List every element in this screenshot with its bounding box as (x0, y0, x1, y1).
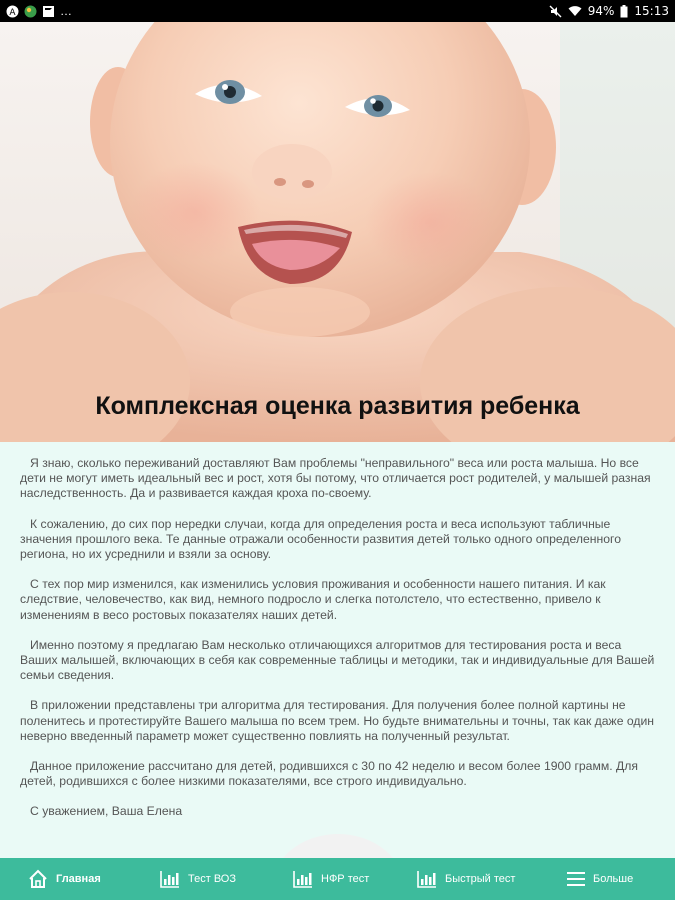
nav-label: Больше (593, 873, 634, 885)
article-paragraph: Я знаю, сколько переживаний доставляют Вам проблемы "неправильного" веса или роста малыша. Но все дети не могут иметь идеальный вес и рост, хотя бы потому, что отличается рост родителей, у малышей разная наследственность. Да и развивается каждая кроха по-своему. (20, 456, 651, 501)
clock: 15:13 (634, 4, 669, 18)
nav-label: Тест ВОЗ (188, 873, 236, 885)
article-paragraph: К сожалению, до сих пор нередки случаи, когда для определения роста и веса используют табличные значения прошлого века. Те данные отражали особенности развития детей только одного определенного региона, но их усреднили и взяли за основу. (20, 516, 621, 562)
nav-label: Быстрый тест (445, 873, 516, 885)
nav-item-home[interactable] (0, 858, 128, 900)
nav-item-nfr-test[interactable] (261, 858, 383, 900)
battery-percent: 94% (587, 4, 615, 18)
nav-item-who-test[interactable] (128, 858, 261, 900)
status-dots: … (60, 4, 72, 18)
article-paragraph: В приложении представлены три алгоритма для тестирования. Для получения более полной картины не поленитесь и протестируйте Вашего малыша по всем трем. Но будьте внимательны и точны, так как даже один неверно введенный параметр может существенно повлиять на полученный результат. (20, 698, 655, 743)
signature: С уважением, Ваша Елена (30, 804, 183, 819)
app-a-icon (6, 5, 19, 18)
nav-item-quick-test[interactable] (383, 858, 535, 900)
article-content (0, 442, 675, 858)
app-globe-icon (24, 5, 37, 18)
article-paragraph: Именно поэтому я предлагаю Вам несколько отличающихся алгоритмов для тестирования роста и веса Ваших малышей, включающих в себя как современные таблицы и методики, так и индивидуальные для Вашей семьи сведения. (20, 637, 655, 683)
battery-icon (620, 5, 628, 18)
article-text (20, 456, 660, 835)
wifi-icon (568, 5, 582, 17)
svg-text:A: A (9, 7, 16, 18)
nav-label: Главная (56, 873, 101, 885)
nav-item-more[interactable] (535, 858, 675, 900)
bar-chart-icon (417, 870, 437, 888)
article-paragraph: Данное приложение рассчитано для детей, родившихся с 30 по 42 неделю и весом более 1900 грамм. Для детей, родившихся с более низкими показателями, все строго индивидуально. (20, 759, 638, 789)
bar-chart-icon (293, 870, 313, 888)
status-bar (0, 0, 675, 22)
bottom-navigation (0, 858, 675, 900)
hero-baby-image (0, 22, 675, 442)
bar-chart-icon (160, 870, 180, 888)
menu-icon (567, 872, 585, 886)
nav-label: НФР тест (321, 873, 370, 885)
app-flag-icon (42, 5, 55, 18)
mute-icon (549, 5, 562, 18)
home-icon (28, 869, 48, 889)
article-paragraph: С тех пор мир изменился, как изменились условия проживания и особенности нашего питания. И как следствие, человечество, как вид, немного подросло и слегка потолстело, что естественно, привело к изменениям в весо ростовых показателях наших детей. (20, 577, 606, 622)
page-title: Комплексная оценка развития ребенка (95, 392, 580, 420)
